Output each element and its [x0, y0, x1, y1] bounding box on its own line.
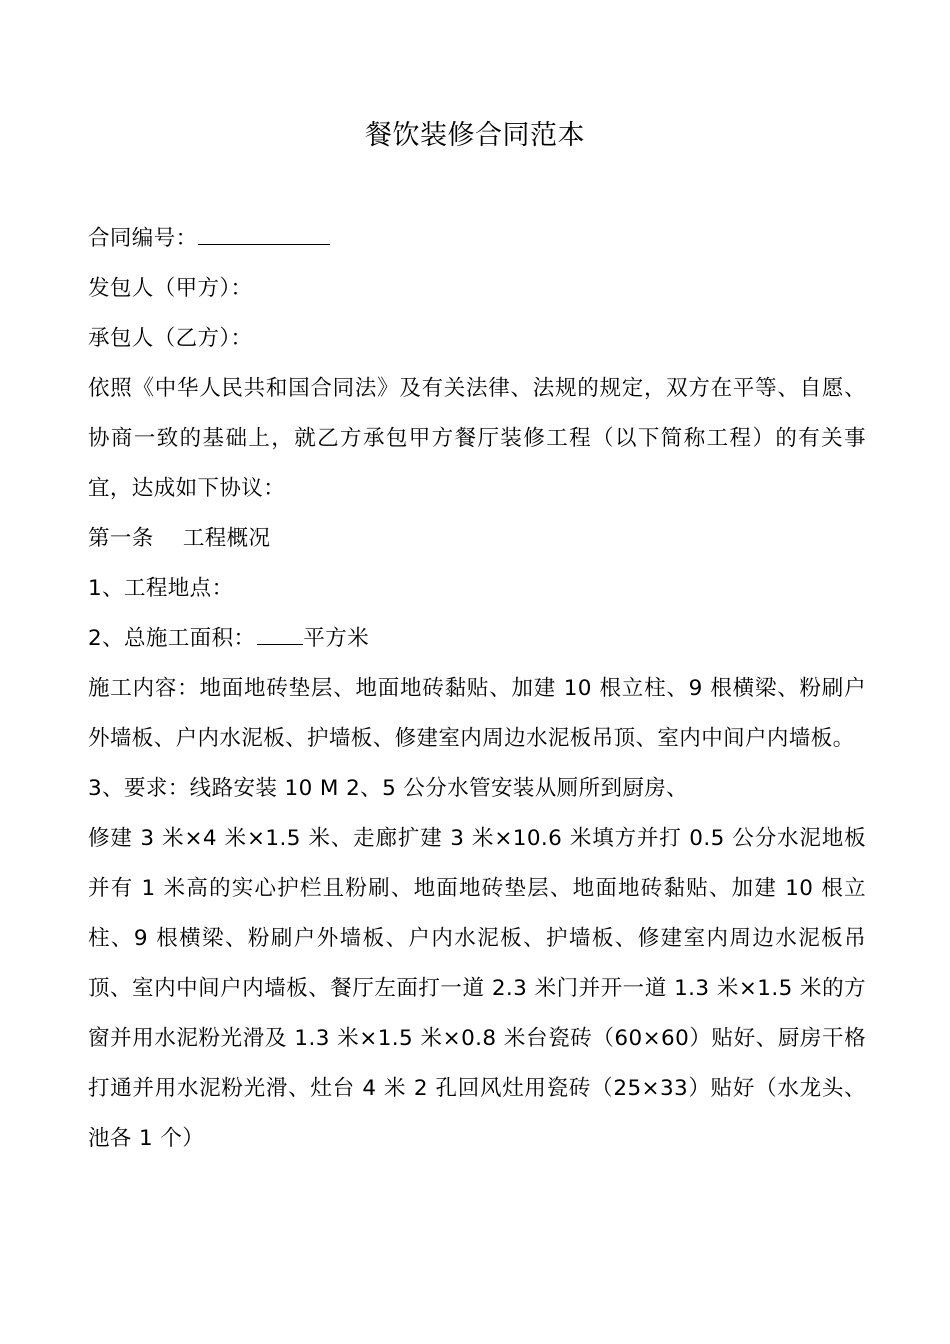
item-2-area-line	[88, 614, 866, 664]
item-2-area-unit: 平方米	[303, 626, 370, 651]
requirements-detail-paragraph: 修建 3 米×4 米×1.5 米、走廊扩建 3 米×10.6 米填方并打 0.5 公分水泥地板并有 1 米高的实心护栏且粉刷、地面地砖垫层、地面地砖黏贴、加建 10 根立柱、9 根横梁、粉刷户外墙板、户内水泥板、护墙板、修建室内周边水泥板吊顶、室内中间户内墙板、餐厅左面打一道 2.3 米门并开一道 1.3 米×1.5 米的方窗并用水泥粉光滑及 1.3 米×1.5 米×0.8 米台瓷砖（60×60）贴好、厨房干格打通并用水泥粉光滑、灶台 4 米 2 孔回风灶用瓷砖（25×33）贴好（水龙头、池各 1 个）	[88, 826, 866, 1151]
document-title: 餐饮装修合同范本	[365, 120, 585, 151]
item-2-area-label: 2、总施工面积：	[88, 626, 256, 651]
construction-content-paragraph: 施工内容：地面地砖垫层、地面地砖黏贴、加建 10 根立柱、9 根横梁、粉刷户外墙板、户内水泥板、护墙板、修建室内周边水泥板吊顶、室内中间户内墙板。	[88, 676, 866, 751]
article-1-heading: 第一条 工程概况	[88, 526, 271, 551]
preamble-paragraph: 依照《中华人民共和国合同法》及有关法律、法规的规定，双方在平等、自愿、协商一致的基础上，就乙方承包甲方餐厅装修工程（以下简称工程）的有关事宜，达成如下协议：	[88, 376, 866, 501]
document-body	[88, 214, 866, 1164]
item-1-location: 1、工程地点：	[88, 576, 234, 601]
item-3-requirements: 3、要求：线路安装 10 M 2、5 公分水管安装从厕所到厨房、	[88, 776, 689, 801]
party-a-line: 发包人（甲方）：	[88, 276, 253, 301]
contract-number-line	[88, 214, 866, 264]
area-blank	[257, 622, 303, 645]
contract-number-label: 合同编号：	[88, 226, 198, 251]
party-b-line: 承包人（乙方）：	[88, 326, 253, 351]
contract-number-blank	[198, 222, 330, 245]
